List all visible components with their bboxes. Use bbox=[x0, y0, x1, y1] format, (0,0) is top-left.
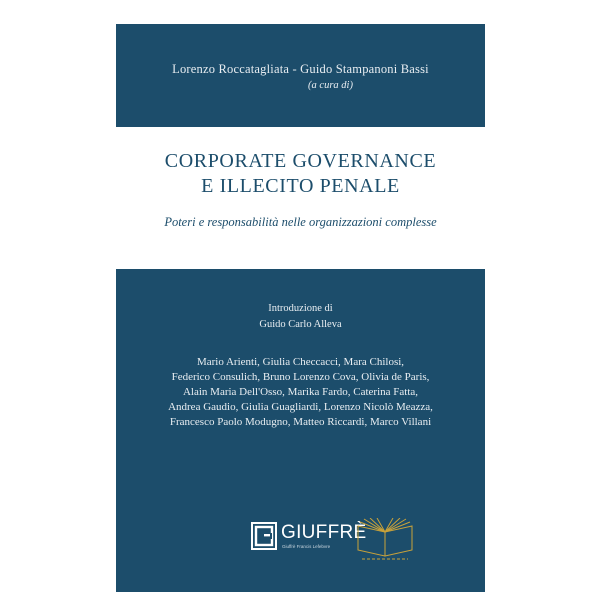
author-line: Andrea Gaudio, Giulia Guagliardi, Lorenzo Nicolò Meazza, bbox=[168, 401, 433, 413]
publisher-name: GIUFFRÈ bbox=[281, 522, 367, 543]
intro-label: Introduzione di bbox=[268, 303, 333, 314]
publisher-logo-icon bbox=[251, 522, 277, 550]
curatela-note: (a cura di) bbox=[308, 80, 353, 91]
title-line-2: E ILLECITO PENALE bbox=[201, 175, 400, 197]
open-book-icon bbox=[354, 518, 416, 562]
intro-author: Guido Carlo Alleva bbox=[259, 319, 342, 330]
book-subtitle: Poteri e responsabilità nelle organizzazioni complesse bbox=[164, 215, 437, 229]
book-title bbox=[116, 149, 485, 199]
author-list bbox=[116, 355, 485, 430]
editors: Lorenzo Roccatagliata - Guido Stampanoni Bassi bbox=[172, 62, 429, 76]
publisher-tagline: Giuffrè Francis Lefebvre bbox=[282, 544, 331, 549]
title-line-1: CORPORATE GOVERNANCE bbox=[164, 150, 437, 172]
author-line: Federico Consulich, Bruno Lorenzo Cova, Olivia de Paris, bbox=[171, 371, 430, 383]
author-line: Francesco Paolo Modugno, Matteo Riccardi, Marco Villani bbox=[169, 416, 432, 428]
title-band bbox=[116, 127, 485, 269]
author-line: Alain Maria Dell'Osso, Marika Fardo, Caterina Fatta, bbox=[182, 386, 419, 398]
book-cover bbox=[116, 24, 485, 592]
author-line: Mario Arienti, Giulia Checcacci, Mara Chilosi, bbox=[196, 356, 405, 368]
